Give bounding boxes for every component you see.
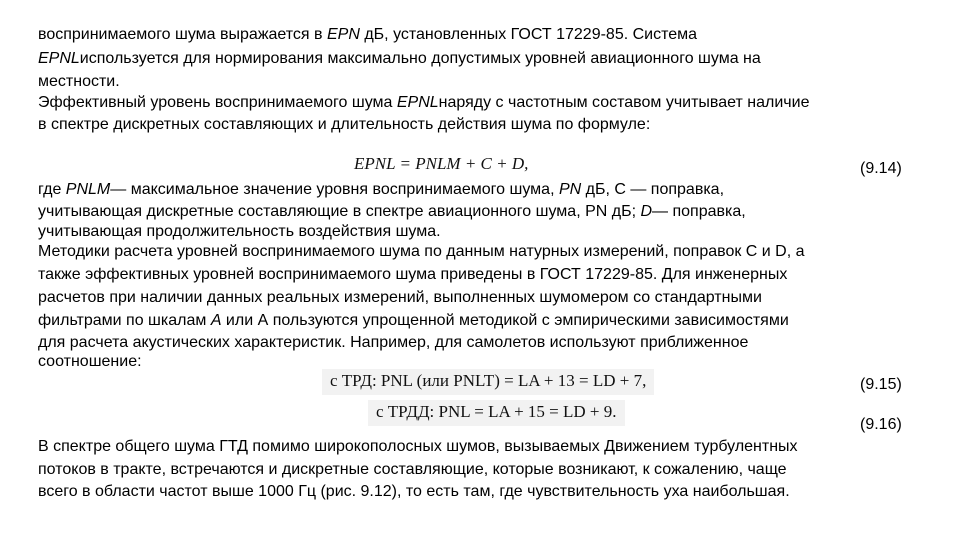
paragraph-line <box>38 93 809 113</box>
italic-term: PNLM <box>65 181 111 198</box>
equation-number: (9.14) <box>860 160 902 177</box>
text-run: Методики расчета уровней воспринимаемого шума по данным натурных измерений, поправок C и D, а <box>38 243 805 260</box>
text-run: — поправка, <box>652 203 746 220</box>
paragraph-line <box>38 311 789 331</box>
paragraph-line <box>38 222 441 242</box>
paragraph-line <box>38 288 762 308</box>
paragraph-line <box>38 352 142 372</box>
italic-term: А <box>210 312 222 329</box>
paragraph-line <box>38 265 787 285</box>
text-run: потоков в тракте, встречаются и дискретные составляющие, которые возникают, к сожалению, чаще <box>38 461 787 478</box>
italic-term: D <box>640 203 653 220</box>
paragraph-line <box>38 49 761 69</box>
paragraph-line <box>38 202 746 222</box>
text-run: местности. <box>38 73 120 90</box>
equation-number: (9.15) <box>860 376 902 393</box>
formula-9-16: с ТРДД: PNL = LA + 15 = LD + 9. <box>368 400 625 426</box>
text-run: Эффективный уровень воспринимаемого шума <box>38 94 397 111</box>
paragraph-line <box>38 460 787 480</box>
paragraph-line <box>38 482 790 502</box>
italic-term: EPN <box>326 26 360 43</box>
paragraph-line <box>38 180 724 200</box>
text-run: наряду с частотным составом учитывает наличие <box>438 94 810 111</box>
italic-term: PN <box>558 181 582 198</box>
text-run: где <box>38 181 66 198</box>
text-run: В спектре общего шума ГТД помимо широкополосных шумов, вызываемых Движением турбулентных <box>38 438 798 455</box>
paragraph-line <box>38 437 798 457</box>
text-run: в спектре дискретных составляющих и длительность действия шума по формуле: <box>38 116 651 133</box>
text-run: или А пользуются упрощенной методикой с эмпирическими зависимостями <box>221 312 789 329</box>
formula-9-14: EPNL = PNLM + C + D, <box>354 154 529 173</box>
text-run: всего в области частот выше 1000 Гц (рис. 9.12), то есть там, где чувствительность уха наибольшая. <box>38 483 790 500</box>
text-run: учитывающая продолжительность воздействия шума. <box>38 223 441 240</box>
text-run: учитывающая дискретные составляющие в спектре авиационного шума, PN дБ; <box>38 203 641 220</box>
paragraph-line <box>38 333 748 353</box>
italic-term: EPNL <box>396 94 439 111</box>
paragraph-line <box>38 242 805 262</box>
paragraph-line <box>38 72 120 92</box>
text-run: используется для нормирования максимально допустимых уровней авиационного шума на <box>79 50 761 67</box>
text-run: дБ, С — поправка, <box>581 181 725 198</box>
text-run: расчетов при наличии данных реальных измерений, выполненных шумомером со стандартными <box>38 289 762 306</box>
text-run: соотношение: <box>38 353 142 370</box>
paragraph-line <box>38 25 697 45</box>
formula-9-15: с ТРД: PNL (или PNLT) = LA + 13 = LD + 7, <box>322 369 654 395</box>
text-run: фильтрами по шкалам <box>38 312 211 329</box>
italic-term: EPNL <box>38 50 80 67</box>
text-run: дБ, установленных ГОСТ 17229-85. Система <box>359 26 698 43</box>
equation-number: (9.16) <box>860 416 902 433</box>
text-run: воспринимаемого шума выражается в <box>38 26 327 43</box>
text-run: также эффективных уровней воспринимаемого шума приведены в ГОСТ 17229-85. Для инженерных <box>38 266 788 283</box>
paragraph-line <box>38 115 650 135</box>
text-run: — максимальное значение уровня воспринимаемого шума, <box>110 181 559 198</box>
text-run: для расчета акустических характеристик. Например, для самолетов используют приближенное <box>38 334 749 351</box>
